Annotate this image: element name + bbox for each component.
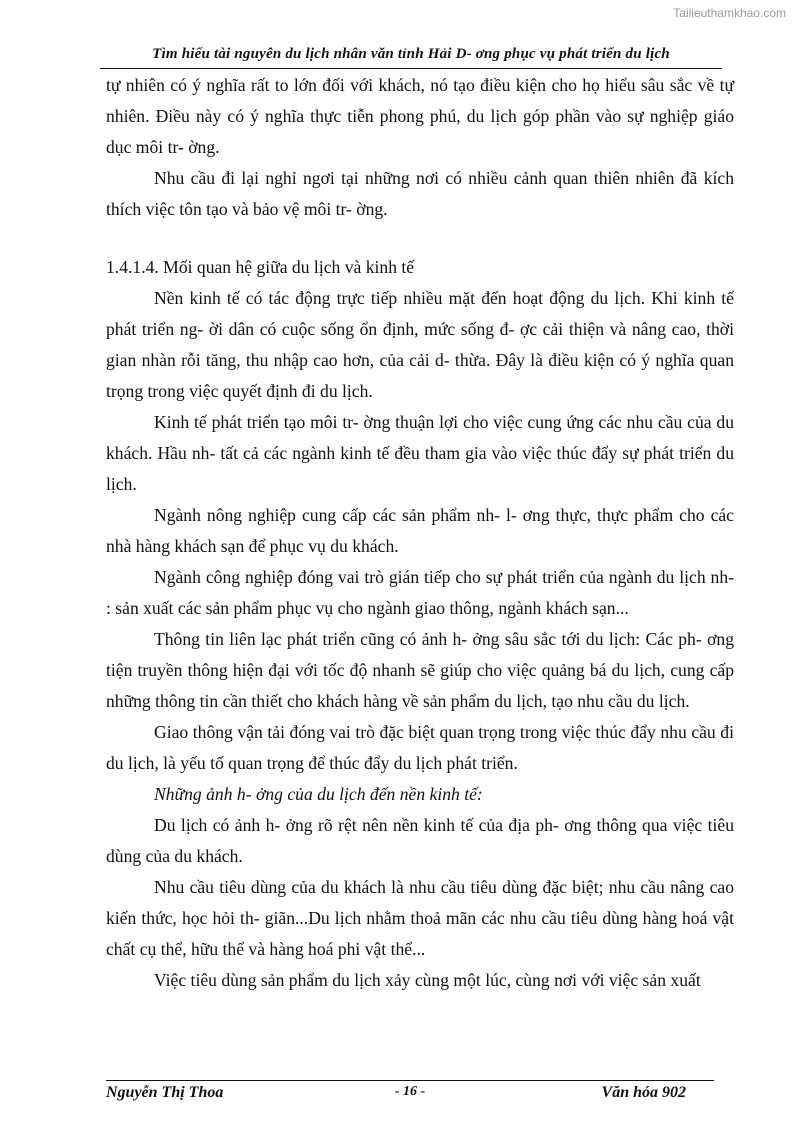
footer-author: Nguyễn Thị Thoa	[106, 1084, 224, 1101]
paragraph: Thông tin liên lạc phát triển cũng có ảnh h- ởng sâu sắc tới du lịch: Các ph- ơng tiện truyền thông hiện đại với tốc độ nhanh sẽ giúp cho việc quảng bá du lịch, cung cấp những thông tin cần thiết cho khách hàng về sản phẩm du lịch, tạo nhu cầu du lịch.	[106, 629, 734, 711]
page-number: - 16 -	[394, 1084, 426, 1099]
header-divider	[100, 68, 722, 69]
paragraph-continuation: tự nhiên có ý nghĩa rất to lớn đối với khách, nó tạo điều kiện cho họ hiểu sâu sắc về tự nhiên. Điều này có ý nghĩa thực tiễn phong phú, du lịch góp phần vào sự nghiệp giáo dục môi tr- ờng.	[106, 75, 734, 157]
page-body	[106, 70, 734, 996]
page-footer	[106, 1084, 714, 1106]
paragraph: Ngành nông nghiệp cung cấp các sản phẩm nh- l- ơng thực, thực phẩm cho các nhà hàng khách sạn để phục vụ du khách.	[106, 505, 734, 556]
paragraph: Kinh tế phát triển tạo môi tr- ờng thuận lợi cho việc cung ứng các nhu cầu của du khách. Hầu nh- tất cả các ngành kinh tế đều tham gia vào việc thúc đẩy sự phát triển du lịch.	[106, 412, 734, 494]
paragraph: Nhu cầu đi lại nghỉ ngơi tại những nơi có nhiều cảnh quan thiên nhiên đã kích thích việc tôn tạo và bảo vệ môi tr- ờng.	[106, 168, 734, 219]
paragraph: Nền kinh tế có tác động trực tiếp nhiều mặt đến hoạt động du lịch. Khi kinh tế phát triển ng- ời dân có cuộc sống ổn định, mức sống đ- ợc cải thiện và nâng cao, thời gian nhàn rỗi tăng, thu nhập cao hơn, của cải d- thừa. Đây là điều kiện có ý nghĩa quan trọng trong việc quyết định đi du lịch.	[106, 288, 734, 401]
paragraph: Ngành công nghiệp đóng vai trò gián tiếp cho sự phát triển của ngành du lịch nh- : sản xuất các sản phẩm phục vụ cho ngành giao thông, ngành khách sạn...	[106, 567, 734, 618]
paragraph: Nhu cầu tiêu dùng của du khách là nhu cầu tiêu dùng đặc biệt; nhu cầu nâng cao kiến thức, học hỏi th- giãn...Du lịch nhằm thoả mãn các nhu cầu tiêu dùng hàng hoá vật chất cụ thể, hữu thể và hàng hoá phi vật thể...	[106, 877, 734, 959]
paragraph: Việc tiêu dùng sản phẩm du lịch xảy cùng một lúc, cùng nơi với việc sản xuất	[154, 970, 701, 990]
paragraph: Giao thông vận tải đóng vai trò đặc biệt quan trọng trong việc thúc đẩy nhu cầu đi du lịch, là yếu tố quan trọng để thúc đẩy du lịch phát triển.	[106, 722, 734, 773]
footer-divider	[106, 1080, 714, 1081]
paragraph: Du lịch có ảnh h- ởng rõ rệt nên nền kinh tế của địa ph- ơng thông qua việc tiêu dùng của du khách.	[106, 815, 734, 866]
italic-subheading: Những ảnh h- ởng của du lịch đến nền kinh tế:	[154, 784, 483, 804]
footer-class: Văn hóa 902	[601, 1084, 686, 1101]
running-header: Tìm hiểu tài nguyên du lịch nhân văn tỉnh Hải D- ơng phục vụ phát triển du lịch	[152, 46, 670, 62]
section-heading: 1.4.1.4. Mối quan hệ giữa du lịch và kinh tế	[106, 257, 415, 277]
watermark: Tailieuthamkhao.com	[673, 6, 786, 20]
